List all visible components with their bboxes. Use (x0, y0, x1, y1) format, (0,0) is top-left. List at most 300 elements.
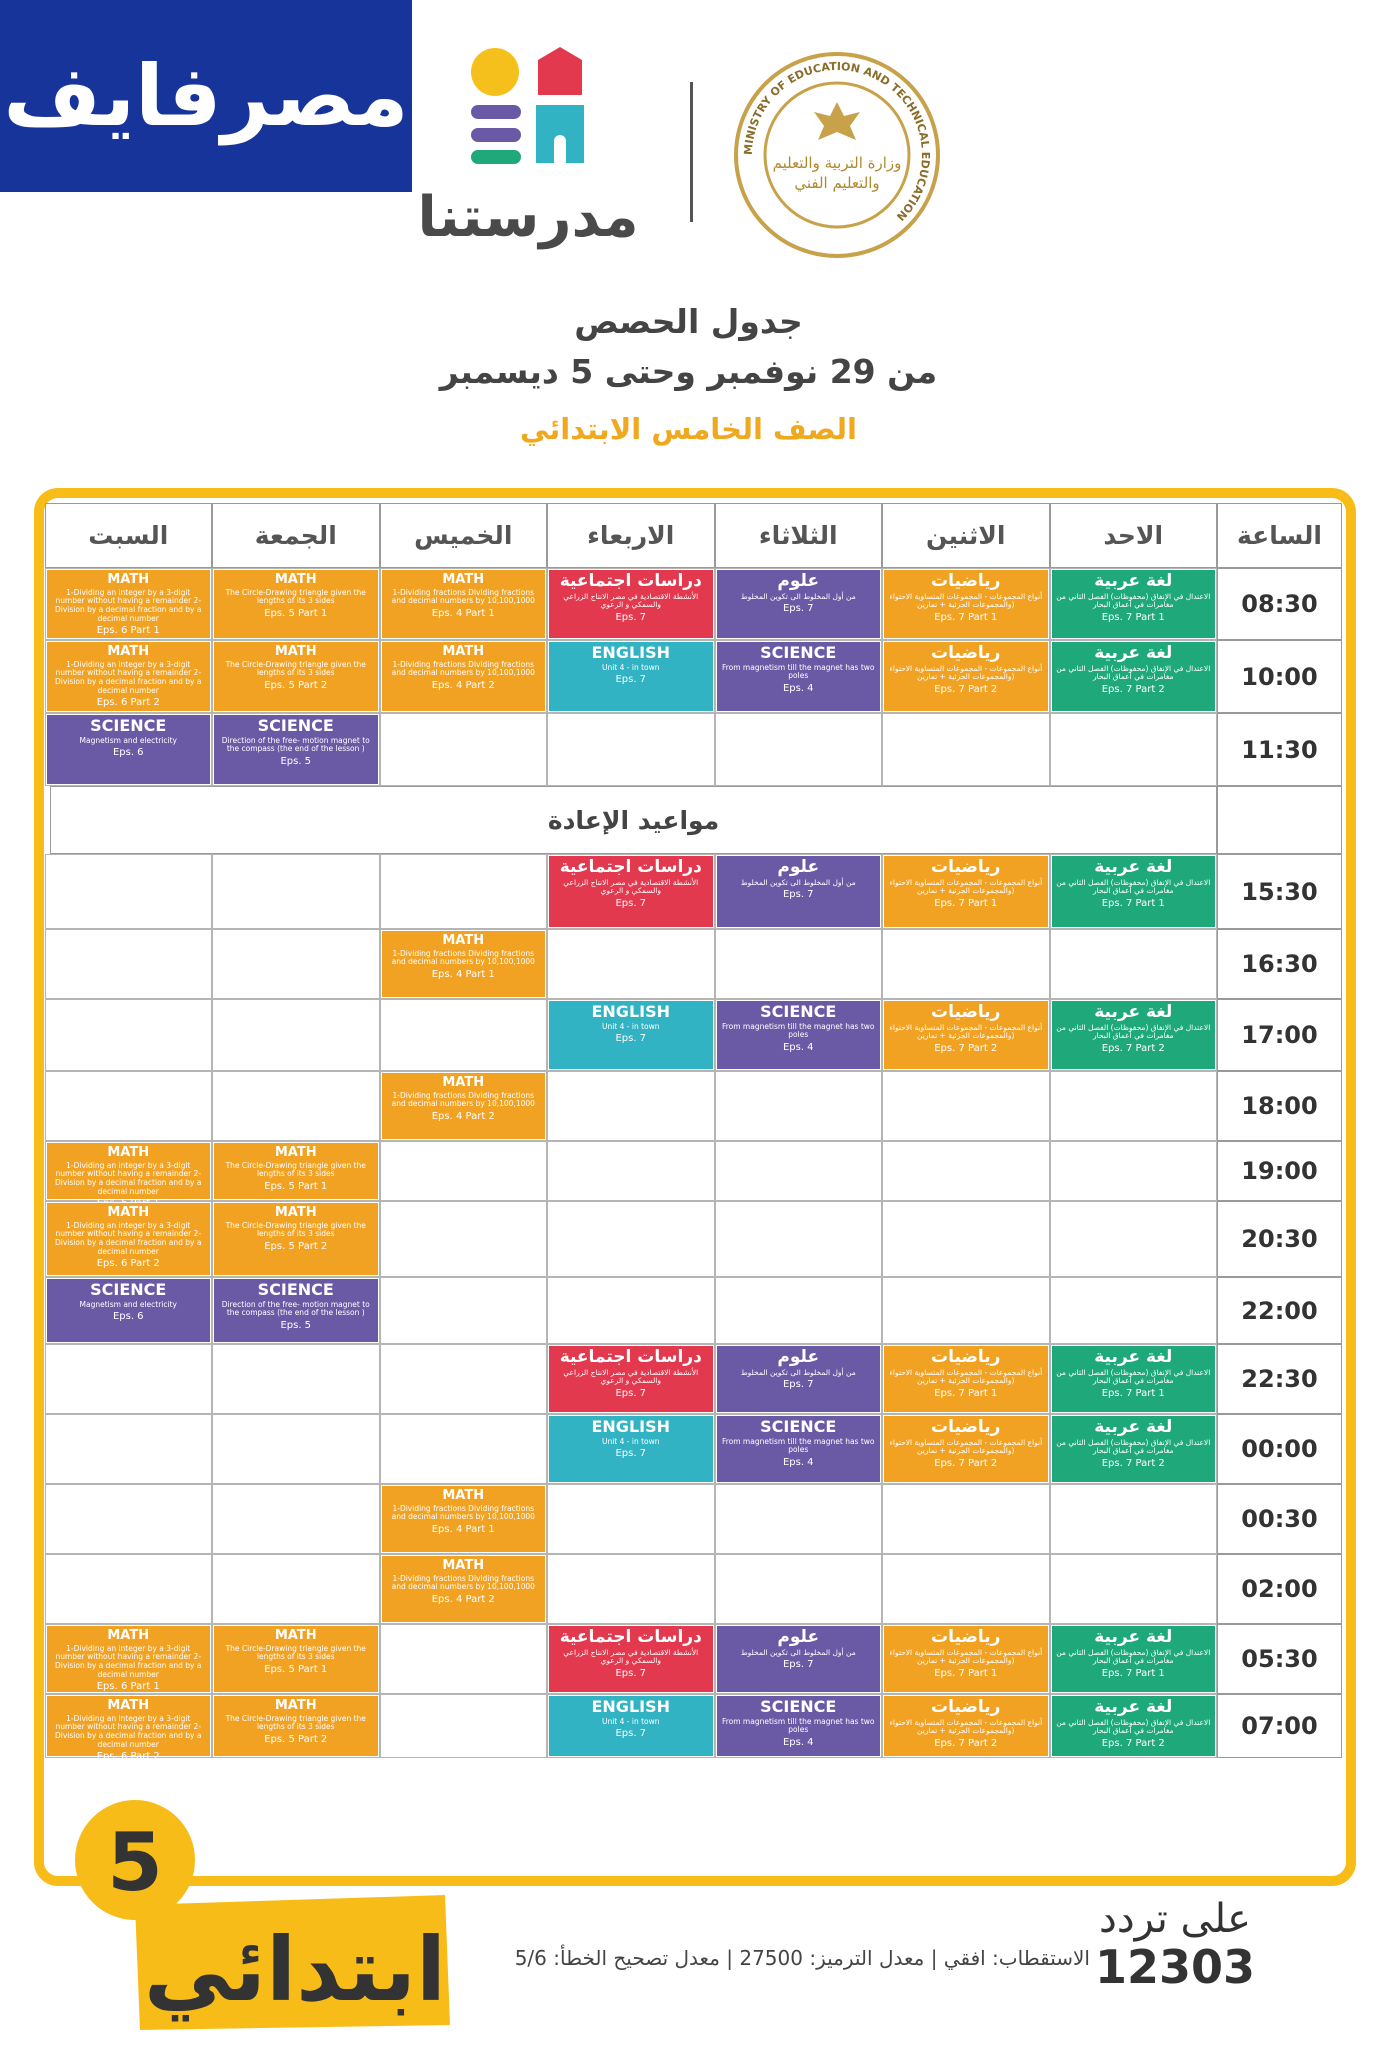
lesson-episode: Eps. 7 Part 2 (934, 1043, 998, 1055)
schedule-cell (882, 713, 1050, 786)
time-cell: 15:30 (1217, 854, 1342, 929)
lesson-block (884, 1416, 1048, 1482)
schedule-cell (380, 1694, 548, 1758)
lesson-description: Direction of the free- motion magnet to the compass (the end of the lesson ) (221, 735, 370, 754)
schedule-cell (547, 1484, 715, 1554)
lesson-episode: Eps. 4 (782, 1737, 814, 1749)
schedule-cell (45, 854, 213, 929)
lesson-description: Magnetism and electricity (79, 1299, 177, 1309)
lesson-title: دراسات اجتماعية (559, 1347, 702, 1367)
badge-word: ابتدائي (143, 1918, 447, 2021)
lesson-episode: Eps. 7 (782, 603, 814, 615)
schedule-cell (45, 1071, 213, 1141)
time-cell: 20:30 (1217, 1201, 1342, 1277)
lesson-episode: Eps. 4 (782, 1042, 814, 1054)
lesson-title: دراسات اجتماعية (559, 1627, 702, 1647)
schedule-cell (1050, 1141, 1218, 1201)
lesson-description: الأنشطة الاقتصادية في مصر الانتاج الزراعي والسمكي و الرعوي (563, 1647, 699, 1666)
lesson-block (549, 1626, 713, 1692)
lesson-description: الأنشطة الاقتصادية في مصر الانتاج الزراعي والسمكي و الرعوي (563, 591, 699, 610)
lesson-title: SCIENCE (760, 1697, 837, 1716)
lesson-description: 1-Dividing fractions Dividing fractions and decimal numbers by 10,100,1000 (391, 587, 535, 606)
lesson-description: 1-Dividing fractions Dividing fractions and decimal numbers by 10,100,1000 (391, 659, 535, 678)
lesson-title: علوم (777, 857, 820, 877)
lesson-block (47, 715, 211, 784)
frequency-label: على تردد (1099, 1896, 1251, 1942)
lesson-block (1052, 1001, 1216, 1069)
lesson-title: لغة عربية (1094, 1697, 1173, 1717)
lesson-description: Unit 4 - in town (601, 1021, 660, 1031)
lesson-episode: Eps. 6 Part 2 (96, 1751, 160, 1763)
lesson-description: من أول المخلوط الى تكوين المخلوط (740, 877, 856, 887)
lesson-episode: Eps. 7 Part 1 (1101, 1388, 1165, 1400)
lesson-block (884, 642, 1048, 711)
lesson-description: الاعتدال في الإنفاق (محفوظات) الفصل الثاني من مغامرات في أعماق البحار (1056, 1717, 1211, 1736)
lesson-episode: Eps. 5 Part 1 (264, 1180, 328, 1192)
lesson-description: أنواع المجموعات - المجموعات المتساوية الاحتواء (والمجموعات الجزئية + تمارين (889, 1717, 1043, 1736)
time-cell: 19:00 (1217, 1141, 1342, 1201)
lesson-title: علوم (777, 1627, 820, 1647)
lesson-description: 1-Dividing an integer by a 3-digit number without having a remainder 2-Division by a decimal fraction and by a decimal number (55, 659, 202, 695)
lesson-episode: Eps. 6 (112, 1311, 144, 1323)
ministry-seal-icon (732, 50, 942, 260)
schedule-cell (715, 1071, 883, 1141)
lesson-title: ENGLISH (591, 643, 670, 662)
time-cell: 18:00 (1217, 1071, 1342, 1141)
day-header: الاربعاء (547, 503, 715, 568)
day-header: الثلاثاء (715, 503, 883, 568)
lesson-description: الأنشطة الاقتصادية في مصر الانتاج الزراعي والسمكي و الرعوي (563, 1367, 699, 1386)
seal-ar-line1: وزارة التربية والتعليم (772, 154, 902, 172)
lesson-block (214, 715, 378, 784)
lesson-title: SCIENCE (760, 1417, 837, 1436)
lesson-episode: Eps. 4 Part 1 (431, 607, 495, 619)
lesson-title: لغة عربية (1094, 1417, 1173, 1437)
schedule-cell (882, 1554, 1050, 1624)
lesson-block (47, 642, 211, 711)
schedule-cell (380, 1277, 548, 1344)
lesson-description: من أول المخلوط الى تكوين المخلوط (740, 1367, 856, 1377)
lesson-block (47, 1203, 211, 1275)
lesson-block (717, 1696, 881, 1756)
lesson-title: MATH (107, 1628, 150, 1643)
frequency-params: الاستقطاب: افقي | معدل الترميز: 27500 | معدل تصحيح الخطأ: 5/6 (514, 1946, 1090, 1970)
lesson-title: MATH (274, 1145, 317, 1160)
lesson-title: MATH (442, 572, 485, 587)
lesson-description: The Circle-Drawing triangle given the lengths of its 3 sides (225, 659, 366, 678)
lesson-block (884, 856, 1048, 927)
lesson-block (1052, 1626, 1216, 1692)
lesson-episode: Eps. 5 Part 2 (264, 1240, 328, 1252)
lesson-block (1052, 642, 1216, 711)
schedule-cell (380, 999, 548, 1071)
lesson-title: رياضيات (931, 1417, 1001, 1437)
lesson-episode: Eps. 7 Part 1 (1101, 1668, 1165, 1680)
lesson-block (214, 1279, 378, 1342)
lesson-description: الاعتدال في الإنفاق (محفوظات) الفصل الثاني من مغامرات في أعماق البحار (1056, 1367, 1211, 1386)
lesson-title: ENGLISH (591, 1697, 670, 1716)
lesson-title: رياضيات (931, 571, 1001, 591)
lesson-description: 1-Dividing an integer by a 3-digit number without having a remainder 2-Division by a decimal fraction and by a decimal number (55, 1713, 202, 1749)
lesson-block (214, 1143, 378, 1199)
lesson-block (47, 570, 211, 638)
lesson-episode: Eps. 7 Part 1 (934, 612, 998, 624)
lesson-title: MATH (107, 1145, 150, 1160)
schedule-cell (212, 1071, 380, 1141)
madrasatna-wordmark: مدرستنا (417, 185, 639, 250)
time-cell: 22:00 (1217, 1277, 1342, 1344)
schedule-cell (380, 1344, 548, 1414)
schedule-cell (882, 1484, 1050, 1554)
lesson-episode: Eps. 7 (615, 1728, 647, 1740)
replay-section-time-cell (1217, 786, 1342, 854)
lesson-block (717, 570, 881, 638)
schedule-cell (882, 1141, 1050, 1201)
lesson-block (47, 1279, 211, 1342)
schedule-table (50, 503, 1342, 1763)
lesson-description: أنواع المجموعات - المجموعات المتساوية الاحتواء (والمجموعات الجزئية + تمارين (889, 1022, 1043, 1041)
lesson-title: لغة عربية (1094, 857, 1173, 877)
schedule-cell (380, 1624, 548, 1694)
lesson-episode: Eps. 5 Part 2 (264, 1733, 328, 1745)
lesson-title: MATH (107, 1698, 150, 1713)
schedule-cell (45, 929, 213, 999)
lesson-episode: Eps. 7 (782, 1379, 814, 1391)
lesson-block (382, 1486, 546, 1552)
lesson-block (214, 1203, 378, 1275)
day-header: الاحد (1050, 503, 1218, 568)
lesson-title: MATH (442, 933, 485, 948)
seal-ar-line2: والتعليم الفني (794, 174, 880, 192)
lesson-episode: Eps. 7 (615, 1668, 647, 1680)
lesson-block (382, 1556, 546, 1622)
schedule-cell (547, 929, 715, 999)
lesson-description: Direction of the free- motion magnet to the compass (the end of the lesson ) (221, 1299, 370, 1318)
badge-number: 5 (107, 1816, 163, 1909)
lesson-title: MATH (274, 644, 317, 659)
lesson-block (884, 1001, 1048, 1069)
grade-title: الصف الخامس الابتدائي (520, 412, 857, 446)
lesson-title: MATH (274, 1628, 317, 1643)
lesson-title: SCIENCE (90, 1280, 167, 1299)
lesson-episode: Eps. 4 Part 1 (431, 968, 495, 980)
schedule-cell (715, 929, 883, 999)
schedule-cell (380, 1201, 548, 1277)
lesson-episode: Eps. 6 (112, 747, 144, 759)
time-cell: 07:00 (1217, 1694, 1342, 1758)
lesson-episode: Eps. 7 (615, 1448, 647, 1460)
schedule-cell (882, 1201, 1050, 1277)
lesson-description: 1-Dividing fractions Dividing fractions and decimal numbers by 10,100,1000 (391, 1503, 535, 1522)
schedule-cell (212, 929, 380, 999)
schedule-cell (1050, 929, 1218, 999)
lesson-description: أنواع المجموعات - المجموعات المتساوية الاحتواء (والمجموعات الجزئية + تمارين (889, 1437, 1043, 1456)
lesson-episode: Eps. 7 Part 2 (934, 1738, 998, 1750)
schedule-cell (380, 1141, 548, 1201)
lesson-episode: Eps. 4 (782, 683, 814, 695)
day-header: الجمعة (212, 503, 380, 568)
lesson-description: من أول المخلوط الى تكوين المخلوط (740, 591, 856, 601)
lesson-episode: Eps. 7 (615, 612, 647, 624)
lesson-description: The Circle-Drawing triangle given the lengths of its 3 sides (225, 1160, 366, 1179)
lesson-description: 1-Dividing an integer by a 3-digit number without having a remainder 2-Division by a decimal fraction and by a decimal number (55, 1160, 202, 1196)
lesson-description: الاعتدال في الإنفاق (محفوظات) الفصل الثاني من مغامرات في أعماق البحار (1056, 591, 1211, 610)
lesson-episode: Eps. 7 (615, 674, 647, 686)
lesson-block (382, 642, 546, 711)
lesson-block (717, 1626, 881, 1692)
lesson-episode: Eps. 7 Part 1 (934, 898, 998, 910)
lesson-description: 1-Dividing fractions Dividing fractions and decimal numbers by 10,100,1000 (391, 948, 535, 967)
schedule-cell (1050, 1071, 1218, 1141)
lesson-description: الاعتدال في الإنفاق (محفوظات) الفصل الثاني من مغامرات في أعماق البحار (1056, 877, 1211, 896)
lesson-block (1052, 856, 1216, 927)
schedule-cell (1050, 1554, 1218, 1624)
lesson-block (549, 1001, 713, 1069)
schedule-cell (212, 1414, 380, 1484)
lesson-episode: Eps. 4 Part 2 (431, 679, 495, 691)
lesson-episode: Eps. 7 Part 2 (1101, 1043, 1165, 1055)
lesson-episode: Eps. 6 Part 1 (96, 1681, 160, 1693)
lesson-description: أنواع المجموعات - المجموعات المتساوية الاحتواء (والمجموعات الجزئية + تمارين (889, 591, 1043, 610)
schedule-cell (882, 1277, 1050, 1344)
time-cell: 11:30 (1217, 713, 1342, 786)
lesson-description: أنواع المجموعات - المجموعات المتساوية الاحتواء (والمجموعات الجزئية + تمارين (889, 1647, 1043, 1666)
masrfive-logo (0, 0, 412, 192)
lesson-title: دراسات اجتماعية (559, 857, 702, 877)
lesson-episode: Eps. 7 (782, 1659, 814, 1671)
lesson-description: 1-Dividing fractions Dividing fractions and decimal numbers by 10,100,1000 (391, 1090, 535, 1109)
lesson-title: SCIENCE (90, 716, 167, 735)
schedule-cell (715, 1277, 883, 1344)
frequency-value: 12303 (1094, 1940, 1256, 1994)
time-cell: 05:30 (1217, 1624, 1342, 1694)
lesson-block (47, 1696, 211, 1763)
schedule-cell (380, 1414, 548, 1484)
lesson-episode: Eps. 4 Part 1 (431, 1523, 495, 1535)
lesson-title: SCIENCE (257, 1280, 334, 1299)
lesson-block (549, 1416, 713, 1482)
lesson-block (884, 1696, 1048, 1756)
schedule-cell (45, 1414, 213, 1484)
lesson-episode: Eps. 7 Part 2 (1101, 1458, 1165, 1470)
lesson-title: لغة عربية (1094, 571, 1173, 591)
lesson-description: The Circle-Drawing triangle given the lengths of its 3 sides (225, 1643, 366, 1662)
time-cell: 02:00 (1217, 1554, 1342, 1624)
day-header: الاثنين (882, 503, 1050, 568)
lesson-episode: Eps. 7 (782, 889, 814, 901)
lesson-block (884, 1346, 1048, 1412)
lesson-title: MATH (274, 1698, 317, 1713)
time-column-header: الساعة (1217, 503, 1342, 568)
lesson-description: The Circle-Drawing triangle given the lengths of its 3 sides (225, 1220, 366, 1239)
lesson-title: رياضيات (931, 1002, 1001, 1022)
lesson-description: Unit 4 - in town (601, 1436, 660, 1446)
time-cell: 10:00 (1217, 640, 1342, 713)
lesson-title: ENGLISH (591, 1417, 670, 1436)
lesson-block (717, 642, 881, 711)
lesson-episode: Eps. 4 Part 2 (431, 1110, 495, 1122)
lesson-title: رياضيات (931, 1627, 1001, 1647)
lesson-episode: Eps. 7 (615, 1388, 647, 1400)
lesson-block (884, 1626, 1048, 1692)
schedule-cell (45, 999, 213, 1071)
lesson-episode: Eps. 5 (280, 1320, 312, 1332)
lesson-description: From magnetism till the magnet has two poles (721, 1021, 875, 1040)
lesson-episode: Eps. 7 Part 2 (1101, 1738, 1165, 1750)
day-header: السبت (45, 503, 213, 568)
lesson-block (47, 1143, 211, 1199)
lesson-title: رياضيات (931, 1347, 1001, 1367)
schedule-cell (212, 999, 380, 1071)
lesson-block (549, 570, 713, 638)
schedule-cell (380, 713, 548, 786)
lesson-title: دراسات اجتماعية (559, 571, 702, 591)
schedule-cell (1050, 1277, 1218, 1344)
lesson-block (717, 1346, 881, 1412)
time-cell: 00:00 (1217, 1414, 1342, 1484)
replay-section-header: مواعيد الإعادة (50, 786, 1217, 854)
lesson-title: رياضيات (931, 857, 1001, 877)
lesson-title: ENGLISH (591, 1002, 670, 1021)
lesson-title: رياضيات (931, 643, 1001, 663)
schedule-cell (547, 1201, 715, 1277)
lesson-block (214, 642, 378, 711)
lesson-description: الاعتدال في الإنفاق (محفوظات) الفصل الثاني من مغامرات في أعماق البحار (1056, 663, 1211, 682)
lesson-episode: Eps. 5 (280, 756, 312, 768)
lesson-title: علوم (777, 571, 820, 591)
schedule-cell (1050, 713, 1218, 786)
grade-badge (50, 1795, 470, 2035)
lesson-title: MATH (442, 644, 485, 659)
lesson-episode: Eps. 7 Part 1 (1101, 898, 1165, 910)
lesson-title: MATH (107, 1205, 150, 1220)
lesson-block (549, 856, 713, 927)
lesson-block (214, 570, 378, 638)
lesson-block (47, 1626, 211, 1692)
schedule-cell (547, 713, 715, 786)
lesson-description: أنواع المجموعات - المجموعات المتساوية الاحتواء (والمجموعات الجزئية + تمارين (889, 877, 1043, 896)
lesson-episode: Eps. 4 Part 2 (431, 1593, 495, 1605)
lesson-block (1052, 1696, 1216, 1756)
lesson-block (884, 570, 1048, 638)
lesson-title: MATH (274, 572, 317, 587)
lesson-title: MATH (442, 1558, 485, 1573)
lesson-description: 1-Dividing fractions Dividing fractions and decimal numbers by 10,100,1000 (391, 1573, 535, 1592)
lesson-description: أنواع المجموعات - المجموعات المتساوية الاحتواء (والمجموعات الجزئية + تمارين (889, 1367, 1043, 1386)
schedule-cell (715, 1141, 883, 1201)
time-cell: 17:00 (1217, 999, 1342, 1071)
schedule-cell (45, 1554, 213, 1624)
lesson-episode: Eps. 7 (615, 1033, 647, 1045)
lesson-description: Magnetism and electricity (79, 735, 177, 745)
lesson-block (214, 1696, 378, 1756)
lesson-episode: Eps. 7 Part 1 (1101, 612, 1165, 624)
lesson-episode: Eps. 7 (615, 898, 647, 910)
schedule-cell (715, 1554, 883, 1624)
lesson-description: From magnetism till the magnet has two poles (721, 1716, 875, 1735)
lesson-block (549, 1696, 713, 1756)
lesson-description: Unit 4 - in town (601, 1716, 660, 1726)
time-cell: 16:30 (1217, 929, 1342, 999)
brand-name: مصرفايف (3, 47, 409, 145)
lesson-description: الاعتدال في الإنفاق (محفوظات) الفصل الثاني من مغامرات في أعماق البحار (1056, 1647, 1211, 1666)
schedule-cell (882, 929, 1050, 999)
lesson-block (717, 1416, 881, 1482)
lesson-block (549, 1346, 713, 1412)
lesson-description: 1-Dividing an integer by a 3-digit number without having a remainder 2-Division by a decimal fraction and by a decimal number (55, 1220, 202, 1256)
day-header: الخميس (380, 503, 548, 568)
lesson-description: From magnetism till the magnet has two poles (721, 662, 875, 681)
time-cell: 00:30 (1217, 1484, 1342, 1554)
lesson-block (382, 570, 546, 638)
lesson-title: لغة عربية (1094, 643, 1173, 663)
lesson-episode: Eps. 7 Part 2 (1101, 684, 1165, 696)
lesson-description: The Circle-Drawing triangle given the lengths of its 3 sides (225, 587, 366, 606)
lesson-title: MATH (107, 644, 150, 659)
lesson-description: 1-Dividing an integer by a 3-digit number without having a remainder 2-Division by a decimal fraction and by a decimal number (55, 587, 202, 623)
lesson-episode: Eps. 6 Part 2 (96, 1258, 160, 1270)
schedule-cell (212, 854, 380, 929)
schedule-date-range: من 29 نوفمبر وحتى 5 ديسمبر (439, 352, 938, 391)
lesson-description: الاعتدال في الإنفاق (محفوظات) الفصل الثاني من مغامرات في أعماق البحار (1056, 1022, 1211, 1041)
lesson-title: MATH (107, 572, 150, 587)
schedule-cell (45, 1344, 213, 1414)
lesson-title: SCIENCE (760, 1002, 837, 1021)
schedule-cell (882, 1071, 1050, 1141)
lesson-title: علوم (777, 1347, 820, 1367)
lesson-description: 1-Dividing an integer by a 3-digit number without having a remainder 2-Division by a decimal fraction and by a decimal number (55, 1643, 202, 1679)
schedule-cell (547, 1554, 715, 1624)
schedule-cell (1050, 1201, 1218, 1277)
lesson-description: من أول المخلوط الى تكوين المخلوط (740, 1647, 856, 1657)
schedule-cell (547, 1141, 715, 1201)
schedule-title: جدول الحصص (574, 302, 803, 341)
schedule-cell (547, 1071, 715, 1141)
schedule-cell (1050, 1484, 1218, 1554)
lesson-title: رياضيات (931, 1697, 1001, 1717)
lesson-episode: Eps. 5 Part 2 (264, 679, 328, 691)
schedule-cell (45, 1484, 213, 1554)
lesson-episode: Eps. 7 Part 2 (934, 684, 998, 696)
lesson-episode: Eps. 6 Part 2 (96, 697, 160, 709)
lesson-title: MATH (442, 1488, 485, 1503)
lesson-block (717, 1001, 881, 1069)
lesson-episode: Eps. 7 Part 2 (934, 1458, 998, 1470)
lesson-block (549, 642, 713, 711)
lesson-description: From magnetism till the magnet has two poles (721, 1436, 875, 1455)
schedule-cell (380, 854, 548, 929)
lesson-episode: Eps. 5 Part 1 (264, 607, 328, 619)
lesson-block (382, 931, 546, 997)
lesson-title: لغة عربية (1094, 1627, 1173, 1647)
schedule-cell (212, 1554, 380, 1624)
lesson-block (1052, 1346, 1216, 1412)
lesson-block (382, 1073, 546, 1139)
schedule-cell (715, 1484, 883, 1554)
lesson-block (717, 856, 881, 927)
lesson-block (1052, 1416, 1216, 1482)
time-cell: 08:30 (1217, 568, 1342, 640)
lesson-title: لغة عربية (1094, 1347, 1173, 1367)
lesson-description: أنواع المجموعات - المجموعات المتساوية الاحتواء (والمجموعات الجزئية + تمارين (889, 663, 1043, 682)
lesson-title: MATH (442, 1075, 485, 1090)
lesson-description: The Circle-Drawing triangle given the lengths of its 3 sides (225, 1713, 366, 1732)
schedule-cell (547, 1277, 715, 1344)
lesson-block (1052, 570, 1216, 638)
schedule-cell (212, 1484, 380, 1554)
lesson-episode: Eps. 4 (782, 1457, 814, 1469)
seal-en-text: MINISTRY OF EDUCATION AND TECHNICAL EDUCATION (741, 59, 933, 224)
